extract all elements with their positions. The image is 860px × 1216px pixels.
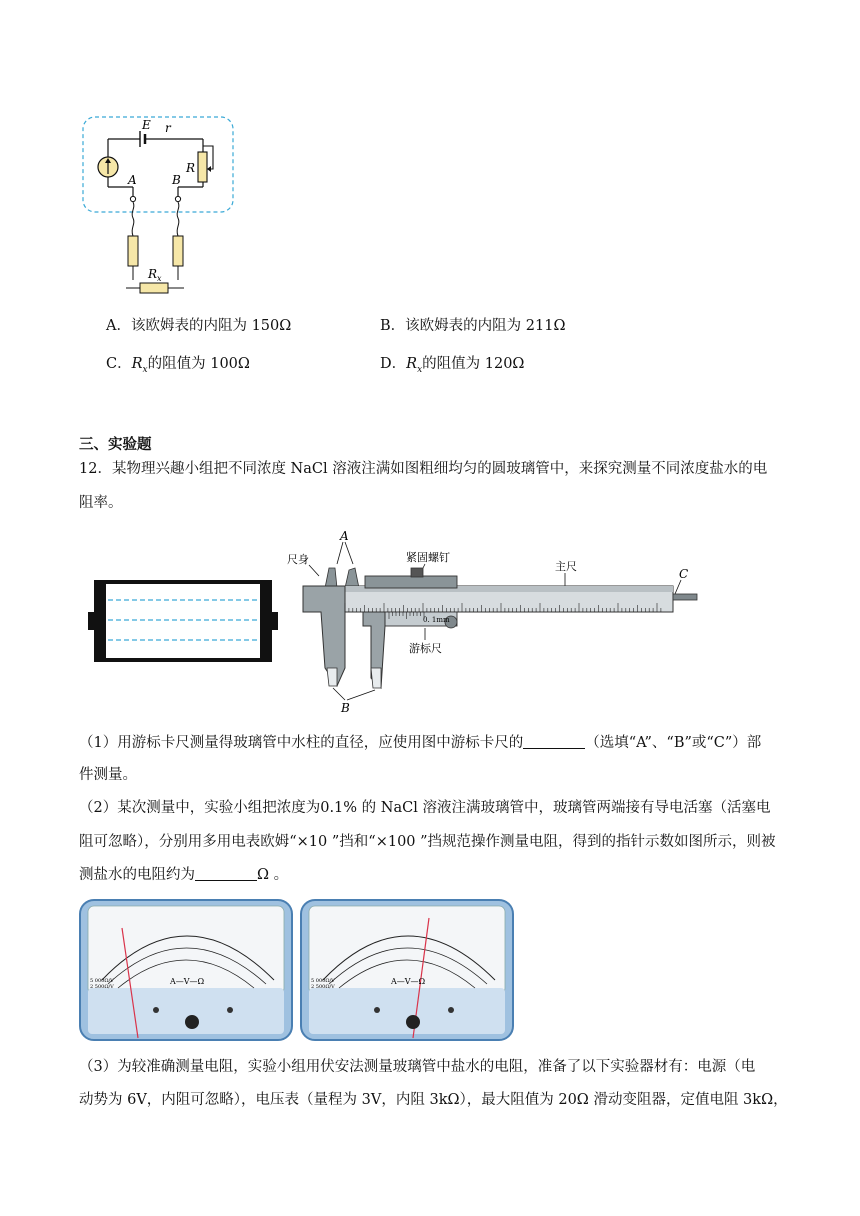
sub3-line2: 动势为 6V，内阻可忽略），电压表（量程为 3V，内阻 3kΩ），最大阻值为 20Ω 滑动变阻器，定值电阻 3kΩ， (79, 1092, 788, 1108)
sub2-line3: 测盐水的电阻约为 Ω 。 (79, 867, 289, 883)
zero-adjust-knob (406, 1015, 420, 1029)
label-vernier-scale: 游标尺 (409, 642, 442, 655)
label-precision: 0. 1mm (423, 616, 450, 624)
sub1-line2: 件测量。 (79, 767, 137, 783)
multimeter-dial-x100 (299, 898, 515, 1042)
meter-spec2: 2 500Ω/V (90, 984, 114, 990)
rheostat-icon (198, 152, 207, 182)
vernier-slider (365, 576, 457, 588)
answer-blank-2[interactable] (195, 866, 257, 881)
sub2-line1: （2）某次测量中，实验小组把浓度为0.1% 的 NaCl 溶液注满玻璃管中，玻璃管两端接有导电活塞（活塞电 (79, 800, 771, 816)
sub3-line1: （3）为较准确测量电阻，实验小组用伏安法测量玻璃管中盐水的电阻，准备了以下实验器材有：电源（电 (79, 1059, 756, 1075)
option-B: B．该欧姆表的内阻为 211Ω (380, 318, 566, 334)
zero-adjust-knob (185, 1015, 199, 1029)
meter-spec1: 5 000Ω/V (90, 978, 114, 984)
label-screw: 紧固螺钉 (406, 551, 450, 564)
sub2-line2: 阻可忽略），分别用多用电表欧姆“×10 ”挡和“×100 ”挡规范操作测量电阻，得到的指针示数如图所示，则被 (79, 834, 776, 850)
option-A: A．该欧姆表的内阻为 150Ω (106, 318, 292, 334)
meter-label: A—V—Ω (170, 977, 205, 986)
meter-label: A—V—Ω (391, 977, 426, 986)
ohmmeter-circuit-diagram (78, 112, 240, 302)
label-Rx: $R_x$ (148, 267, 162, 283)
label-caliper-B: B (341, 701, 350, 715)
meter-spec2: 2 500Ω/V (311, 984, 335, 990)
label-r: r (165, 121, 171, 135)
answer-blank-1[interactable] (523, 734, 585, 749)
sub1-line1: （1）用游标卡尺测量得玻璃管中水柱的直径，应使用图中游标卡尺的 （选填“A”、“B”或“C”）部 (79, 735, 762, 751)
q12-stem-line2: 阻率。 (79, 495, 123, 511)
meter-spec1: 5 000Ω/V (311, 978, 335, 984)
label-caliper-C: C (679, 567, 689, 581)
label-ruler-body: 尺身 (287, 553, 309, 566)
probe-A (128, 236, 138, 266)
label-E: E (142, 118, 151, 132)
vernier-caliper-figure (285, 528, 705, 716)
option-C: C．$R_x$的阻值为 100Ω (106, 356, 250, 375)
label-caliper-A: A (340, 529, 349, 543)
glass-tube-figure (84, 578, 284, 664)
section-title: 三、实验题 (79, 437, 152, 453)
label-B: B (172, 173, 181, 187)
depth-rod-C (673, 594, 697, 600)
multimeter-dial-x10 (78, 898, 294, 1042)
label-A: A (128, 173, 137, 187)
label-R: R (186, 161, 196, 175)
label-main-scale: 主尺 (555, 560, 577, 573)
option-D: D．$R_x$的阻值为 120Ω (380, 356, 525, 375)
probe-B (173, 236, 183, 266)
q12-stem-line1: 12．某物理兴趣小组把不同浓度 NaCl 溶液注满如图粗细均匀的圆玻璃管中，来探究测量不同浓度盐水的电 (79, 461, 768, 477)
resistor-Rx (140, 283, 168, 293)
